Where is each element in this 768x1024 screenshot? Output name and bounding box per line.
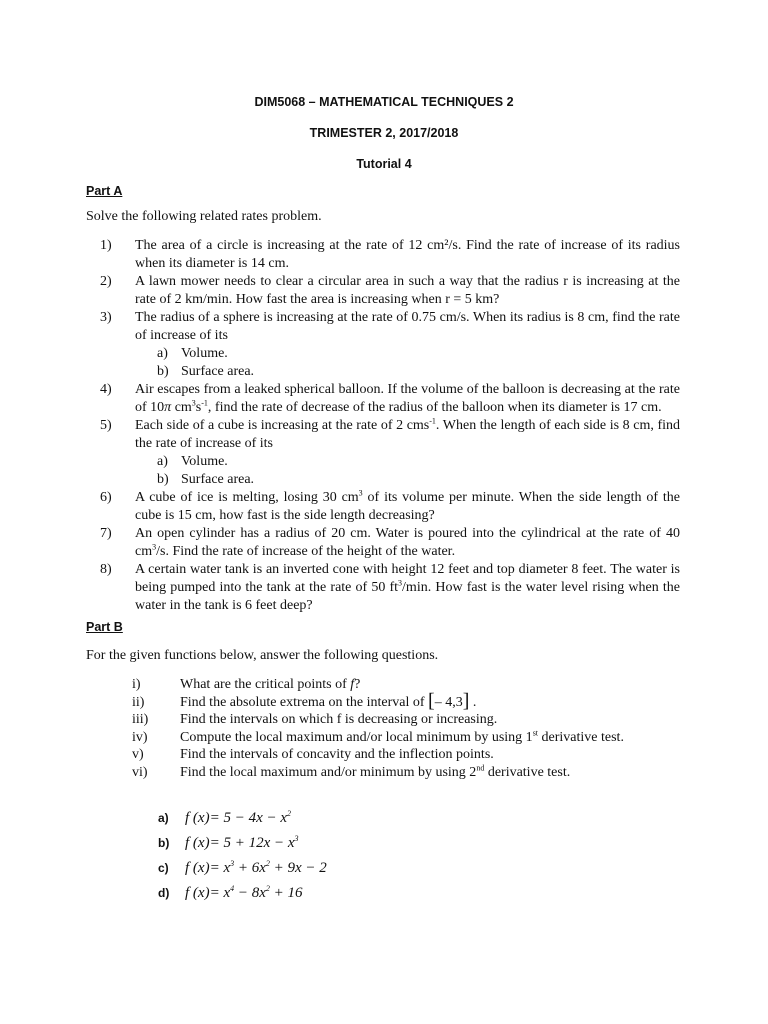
math-fragment: = x [209,885,231,901]
exponent: 2 [265,859,270,868]
math-fragment: + 6x [234,860,266,876]
exponent: 3 [358,488,363,498]
text-fragment: derivative test. [484,764,571,780]
text-fragment: . [469,694,477,710]
question-5 [100,417,680,453]
text-fragment: /s. Find the rate of increase of the height of the water. [156,544,456,559]
part-b-intro: For the given functions below, answer the following questions. [86,648,439,663]
math-fragment: = x [209,860,231,876]
text-fragment: /min. How fast is the water level rising when the water in the tank is 6 feet deep? [135,580,681,613]
task-v [132,746,692,764]
sub-label: a) [157,454,168,469]
text-fragment: Find the absolute extrema on the interval of [180,694,429,710]
task-text: Find the intervals of concavity and the inflection points. [180,747,494,763]
task-text [180,764,570,782]
task-iii [132,711,692,729]
part-b-question-list [132,676,692,782]
question-text: The area of a circle is increasing at the rate of 12 cm²/s. Find the rate of increase of its radius when its diameter is 14 cm. [135,238,680,271]
task-vi [132,764,692,782]
question-number: 6) [100,490,112,505]
function-c [158,856,327,881]
question-1 [100,237,680,273]
text-fragment: Air escapes from a leaked spherical balloon. If the volume of the balloon is decreasing at the rate of 10 [135,382,680,415]
sub-label: b) [157,472,169,487]
part-a-question-list [100,237,680,615]
exponent: 3 [230,859,235,868]
task-text [180,676,360,694]
exponent: -1 [201,398,208,408]
sub-label: b) [157,364,169,379]
task-i [132,676,692,694]
exponent: 4 [230,884,235,893]
question-text [135,489,680,525]
text-fragment: A cube of ice is melting, losing 30 cm [135,490,359,505]
part-a-heading: Part A [86,184,123,198]
pi-symbol: π [164,400,172,415]
term-title: TRIMESTER 2, 2017/2018 [309,126,459,140]
question-number: 8) [100,562,112,577]
question-7 [100,525,680,561]
task-text [180,729,624,747]
question-number: 3) [100,310,112,325]
task-text [180,689,477,712]
sub-question-a [157,345,680,363]
math-fragment: − 8x [234,885,266,901]
task-number: iv) [132,729,148,745]
function-label: d) [158,886,170,900]
question-3 [100,309,680,345]
question-number: 1) [100,238,112,253]
text-fragment: Each side of a cube is increasing at the rate of 2 cms [135,418,430,433]
text-fragment: Compute the local maximum and/or local minimum by using 1 [180,729,533,745]
function-rhs [210,881,303,906]
text-fragment: A certain water tank is an inverted cone with height 12 feet and top diameter 8 feet. The water is being pumped into the tank at the rate of 50 ft [135,562,680,595]
question-text [135,381,680,417]
question-text [135,525,680,561]
function-label: c) [158,861,169,875]
text-fragment: , find the rate of decrease of the radius of the balloon when its diameter is 17 cm. [207,400,662,415]
function-lhs: f (x) [185,885,210,901]
task-number: v) [132,747,144,763]
math-fragment: + 9x − 2 [269,860,327,876]
math-fragment: = 5 + 12x − x [209,835,295,851]
task-text: Find the intervals on which f is decreasing or increasing. [180,712,498,728]
task-iv [132,729,692,747]
part-a-intro: Solve the following related rates problem. [86,209,322,224]
bracket-close: ] [462,689,470,712]
text-fragment: What are the critical points of [180,677,351,692]
exponent: 2 [287,809,292,818]
unit-fragment: cm [171,400,192,415]
sub-label: a) [157,346,168,361]
variable: f [350,677,355,692]
math-fragment: + 16 [269,885,303,901]
question-number: 5) [100,418,112,433]
function-label: a) [158,811,169,825]
text-fragment: derivative test. [538,729,624,745]
question-number: 2) [100,274,112,289]
question-2 [100,273,680,309]
sub-text: Surface area. [181,364,255,379]
task-ii [132,689,692,712]
function-a [158,806,327,831]
question-text [135,417,680,453]
function-lhs: f (x) [185,860,210,876]
text-fragment: ? [354,677,361,692]
exponent: 3 [294,834,299,843]
function-rhs [210,806,291,831]
ordinal-suffix: nd [476,763,485,773]
function-d [158,881,327,906]
question-text [135,561,680,615]
function-list [158,806,327,906]
question-8 [100,561,680,615]
sub-question-b [157,471,680,489]
question-text: The radius of a sphere is increasing at the rate of 0.75 cm/s. When its radius is 8 cm, find the rate of increase of its [135,310,680,343]
text-fragment: Find the local maximum and/or minimum by using 2 [180,764,477,780]
part-b-heading: Part B [86,620,123,634]
sub-question-a [157,453,680,471]
question-number: 7) [100,526,112,541]
text-fragment: of its volume per minute. When the side length of the cube is 15 cm, how fast is the side length decreasing? [135,490,681,523]
text-fragment: An open cylinder has a radius of 20 cm. Water is poured into the cylindrical at the rate of 40 cm [135,526,680,559]
sub-text: Volume. [181,454,228,469]
sub-text: Volume. [181,346,228,361]
unit-fragment: s [195,400,202,415]
task-number: i) [132,677,141,692]
exponent: 3 [191,398,196,408]
exponent: 3 [152,542,157,552]
sub-question-b [157,363,680,381]
question-6 [100,489,680,525]
ordinal-suffix: st [532,728,539,738]
question-number: 4) [100,382,112,397]
math-fragment: = 5 − 4x − x [209,810,288,826]
function-rhs [210,831,299,856]
tutorial-title: Tutorial 4 [356,157,412,171]
function-lhs: f (x) [185,835,210,851]
function-lhs: f (x) [185,810,210,826]
question-4 [100,381,680,417]
exponent: -1 [429,416,436,426]
sub-text: Surface area. [181,472,255,487]
task-number: ii) [132,694,145,710]
interval: – 4,3 [434,694,463,710]
bracket-open: [ [428,689,435,712]
function-b [158,831,327,856]
task-number: vi) [132,764,148,780]
question-text: A lawn mower needs to clear a circular area in such a way that the radius r is increasing at the rate of 2 km/min. How fast the area is increasing when r = 5 km? [135,274,680,307]
function-rhs [210,856,327,881]
exponent: 2 [265,884,270,893]
task-number: iii) [132,712,149,728]
function-label: b) [158,836,170,850]
exponent: 3 [398,578,403,588]
text-fragment: . When the length of each side is 8 cm, find the rate of increase of its [135,418,680,451]
course-title: DIM5068 – MATHEMATICAL TECHNIQUES 2 [254,95,514,109]
